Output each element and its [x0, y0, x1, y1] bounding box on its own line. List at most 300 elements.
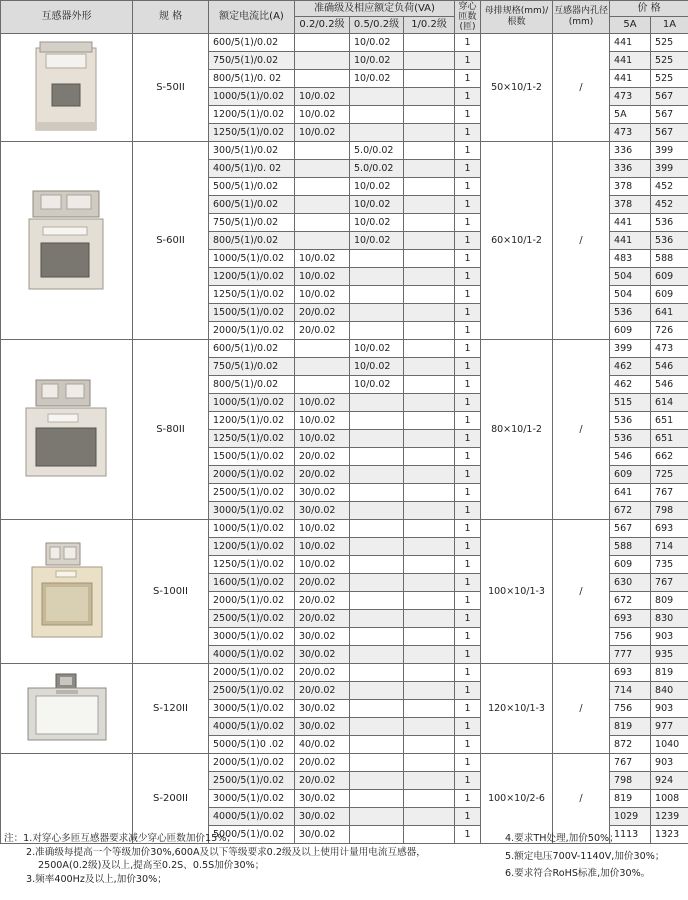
price-5a-cell: 777 [610, 646, 651, 664]
price-1a-cell: 641 [651, 304, 688, 322]
ratio-cell: 1000/5(1)/0.02 [209, 88, 295, 106]
price-5a-cell: 609 [610, 556, 651, 574]
ratio-cell: 750/5(1)/0.02 [209, 52, 295, 70]
accuracy-05-cell [350, 754, 404, 772]
table-row [1, 664, 688, 682]
price-5a-cell: 609 [610, 466, 651, 484]
transformer-image [32, 124, 102, 135]
turns-cell: 1 [455, 412, 481, 430]
turns-cell: 1 [455, 232, 481, 250]
accuracy-02-cell [295, 232, 350, 250]
header-model: 规 格 [133, 1, 209, 34]
accuracy-02-cell: 20/0.02 [295, 448, 350, 466]
accuracy-02-cell: 20/0.02 [295, 610, 350, 628]
accuracy-05-cell [350, 592, 404, 610]
price-5a-cell: 441 [610, 70, 651, 88]
price-1a-cell: 609 [651, 268, 688, 286]
header-accuracy: 准确级及相应额定负荷(VA) [295, 1, 455, 17]
ratio-cell: 4000/5(1)/0.02 [209, 718, 295, 736]
note-2b: 2500A(0.2级)及以上,提高至0.2S、0.5S加价30%； [38, 860, 265, 871]
accuracy-02-cell [295, 214, 350, 232]
table-row [1, 754, 688, 772]
accuracy-05-cell: 10/0.02 [350, 214, 404, 232]
accuracy-05-cell [350, 286, 404, 304]
accuracy-05-cell: 10/0.02 [350, 376, 404, 394]
accuracy-02-cell: 20/0.02 [295, 682, 350, 700]
accuracy-05-cell: 10/0.02 [350, 196, 404, 214]
accuracy-1-cell [404, 556, 455, 574]
accuracy-02-cell: 10/0.02 [295, 412, 350, 430]
accuracy-05-cell [350, 682, 404, 700]
price-5a-cell: 473 [610, 124, 651, 142]
turns-cell: 1 [455, 826, 481, 844]
price-5a-cell: 1029 [610, 808, 651, 826]
ratio-cell: 800/5(1)/0.02 [209, 376, 295, 394]
turns-cell: 1 [455, 718, 481, 736]
turns-cell: 1 [455, 214, 481, 232]
accuracy-1-cell [404, 682, 455, 700]
transformer-image [26, 734, 108, 745]
price-1a-cell: 1008 [651, 790, 688, 808]
accuracy-1-cell [404, 394, 455, 412]
ratio-cell: 1200/5(1)/0.02 [209, 412, 295, 430]
accuracy-05-cell: 10/0.02 [350, 34, 404, 52]
accuracy-02-cell: 10/0.02 [295, 556, 350, 574]
ratio-cell: 500/5(1)/0.02 [209, 178, 295, 196]
price-1a-cell: 452 [651, 196, 688, 214]
accuracy-02-cell: 30/0.02 [295, 826, 350, 844]
ratio-cell: 750/5(1)/0.02 [209, 214, 295, 232]
price-5a-cell: 504 [610, 268, 651, 286]
turns-cell: 1 [455, 160, 481, 178]
accuracy-02-cell: 30/0.02 [295, 484, 350, 502]
price-1a-cell: 588 [651, 250, 688, 268]
turns-cell: 1 [455, 790, 481, 808]
price-5a-cell: 756 [610, 628, 651, 646]
header-ratio: 额定电流比(A) [209, 1, 295, 34]
ratio-cell: 600/5(1)/0.02 [209, 340, 295, 358]
price-1a-cell: 609 [651, 286, 688, 304]
turns-cell: 1 [455, 808, 481, 826]
price-5a-cell: 515 [610, 394, 651, 412]
accuracy-02-cell [295, 358, 350, 376]
ratio-cell: 2000/5(1)/0.02 [209, 322, 295, 340]
price-5a-cell: 536 [610, 430, 651, 448]
accuracy-1-cell [404, 628, 455, 646]
turns-cell: 1 [455, 106, 481, 124]
header-acc-05: 0.5/0.2级 [350, 17, 404, 34]
accuracy-02-cell: 20/0.02 [295, 322, 350, 340]
note-5: 5.额定电压700V-1140V,加价30%； [505, 850, 665, 862]
accuracy-05-cell [350, 808, 404, 826]
turns-cell: 1 [455, 340, 481, 358]
turns-cell: 1 [455, 592, 481, 610]
bore-cell: / [553, 664, 610, 754]
turns-cell: 1 [455, 322, 481, 340]
turns-cell: 1 [455, 484, 481, 502]
ratio-cell: 5000/5(1)0 .02 [209, 736, 295, 754]
price-5a-cell: 483 [610, 250, 651, 268]
accuracy-05-cell [350, 448, 404, 466]
ratio-cell: 3000/5(1)/0.02 [209, 628, 295, 646]
ratio-cell: 1000/5(1)/0.02 [209, 394, 295, 412]
accuracy-1-cell [404, 808, 455, 826]
accuracy-05-cell: 10/0.02 [350, 358, 404, 376]
product-image-cell [1, 754, 133, 844]
price-1a-cell: 903 [651, 628, 688, 646]
turns-cell: 1 [455, 646, 481, 664]
accuracy-02-cell: 20/0.02 [295, 664, 350, 682]
price-1a-cell: 819 [651, 664, 688, 682]
price-5a-cell: 714 [610, 682, 651, 700]
accuracy-02-cell [295, 340, 350, 358]
accuracy-02-cell: 40/0.02 [295, 736, 350, 754]
turns-cell: 1 [455, 610, 481, 628]
price-1a-cell: 546 [651, 376, 688, 394]
accuracy-02-cell: 30/0.02 [295, 700, 350, 718]
price-1a-cell: 830 [651, 610, 688, 628]
transformer-image [27, 283, 107, 294]
accuracy-05-cell [350, 538, 404, 556]
busbar-cell: 100×10/1-3 [481, 520, 553, 664]
ratio-cell: 4000/5(1)/0.02 [209, 646, 295, 664]
bore-cell: / [553, 34, 610, 142]
price-1a-cell: 546 [651, 358, 688, 376]
accuracy-1-cell [404, 106, 455, 124]
product-image-cell [1, 34, 133, 142]
accuracy-05-cell [350, 322, 404, 340]
accuracy-05-cell [350, 250, 404, 268]
ratio-cell: 2000/5(1)/0.02 [209, 466, 295, 484]
accuracy-05-cell [350, 430, 404, 448]
accuracy-1-cell [404, 376, 455, 394]
price-5a-cell: 819 [610, 790, 651, 808]
price-5a-cell: 819 [610, 718, 651, 736]
transformer-image [24, 470, 110, 481]
price-1a-cell: 536 [651, 214, 688, 232]
table-row [1, 34, 688, 52]
accuracy-05-cell [350, 502, 404, 520]
accuracy-1-cell [404, 268, 455, 286]
product-image-cell [1, 340, 133, 520]
price-5a-cell: 441 [610, 34, 651, 52]
header-busbar: 母排规格(mm)/根数 [481, 1, 553, 34]
ratio-cell: 600/5(1)/0.02 [209, 34, 295, 52]
accuracy-1-cell [404, 430, 455, 448]
accuracy-02-cell [295, 160, 350, 178]
turns-cell: 1 [455, 304, 481, 322]
accuracy-05-cell [350, 664, 404, 682]
table-row [1, 340, 688, 358]
accuracy-1-cell [404, 340, 455, 358]
ratio-cell: 1250/5(1)/0.02 [209, 430, 295, 448]
turns-cell: 1 [455, 502, 481, 520]
busbar-cell: 80×10/1-2 [481, 340, 553, 520]
price-5a-cell: 504 [610, 286, 651, 304]
turns-cell: 1 [455, 466, 481, 484]
price-5a-cell: 672 [610, 592, 651, 610]
price-5a-cell: 641 [610, 484, 651, 502]
accuracy-02-cell: 10/0.02 [295, 250, 350, 268]
accuracy-05-cell [350, 268, 404, 286]
accuracy-1-cell [404, 790, 455, 808]
ratio-cell: 1250/5(1)/0.02 [209, 556, 295, 574]
accuracy-05-cell [350, 718, 404, 736]
turns-cell: 1 [455, 520, 481, 538]
model-cell: S-60II [133, 142, 209, 340]
turns-cell: 1 [455, 772, 481, 790]
accuracy-02-cell: 10/0.02 [295, 88, 350, 106]
accuracy-1-cell [404, 286, 455, 304]
bore-cell: / [553, 340, 610, 520]
ratio-cell: 3000/5(1)/0.02 [209, 502, 295, 520]
accuracy-02-cell: 20/0.02 [295, 772, 350, 790]
price-1a-cell: 525 [651, 70, 688, 88]
accuracy-05-cell: 10/0.02 [350, 232, 404, 250]
accuracy-02-cell: 30/0.02 [295, 628, 350, 646]
accuracy-02-cell [295, 196, 350, 214]
turns-cell: 1 [455, 682, 481, 700]
turns-cell: 1 [455, 754, 481, 772]
busbar-cell: 50×10/1-2 [481, 34, 553, 142]
bore-cell: / [553, 142, 610, 340]
accuracy-1-cell [404, 538, 455, 556]
price-5a-cell: 567 [610, 520, 651, 538]
price-1a-cell: 567 [651, 106, 688, 124]
bore-cell: / [553, 520, 610, 664]
accuracy-02-cell: 30/0.02 [295, 790, 350, 808]
accuracy-02-cell: 10/0.02 [295, 520, 350, 538]
price-5a-cell: 546 [610, 448, 651, 466]
price-5a-cell: 588 [610, 538, 651, 556]
header-price-1a: 1A [651, 17, 688, 34]
accuracy-1-cell [404, 250, 455, 268]
price-5a-cell: 798 [610, 772, 651, 790]
turns-cell: 1 [455, 70, 481, 88]
model-cell: S-200II [133, 754, 209, 844]
accuracy-05-cell: 10/0.02 [350, 52, 404, 70]
price-1a-cell: 903 [651, 754, 688, 772]
table-header [1, 1, 688, 34]
accuracy-1-cell [404, 142, 455, 160]
price-5a-cell: 441 [610, 214, 651, 232]
accuracy-02-cell: 20/0.02 [295, 466, 350, 484]
accuracy-05-cell [350, 700, 404, 718]
header-price-5a: 5A [610, 17, 651, 34]
product-image-cell [1, 520, 133, 664]
accuracy-1-cell [404, 466, 455, 484]
accuracy-05-cell [350, 394, 404, 412]
price-5a-cell: 536 [610, 412, 651, 430]
turns-cell: 1 [455, 34, 481, 52]
accuracy-1-cell [404, 196, 455, 214]
price-5a-cell: 378 [610, 178, 651, 196]
header-price: 价 格 [610, 1, 688, 17]
table-body [1, 34, 688, 844]
accuracy-1-cell [404, 304, 455, 322]
turns-cell: 1 [455, 124, 481, 142]
accuracy-1-cell [404, 178, 455, 196]
accuracy-02-cell: 30/0.02 [295, 502, 350, 520]
ratio-cell: 600/5(1)/0.02 [209, 196, 295, 214]
turns-cell: 1 [455, 556, 481, 574]
price-1a-cell: 614 [651, 394, 688, 412]
accuracy-1-cell [404, 700, 455, 718]
price-1a-cell: 693 [651, 520, 688, 538]
accuracy-05-cell [350, 124, 404, 142]
turns-cell: 1 [455, 88, 481, 106]
accuracy-02-cell [295, 376, 350, 394]
ratio-cell: 300/5(1)/0.02 [209, 142, 295, 160]
accuracy-05-cell [350, 88, 404, 106]
price-5a-cell: 872 [610, 736, 651, 754]
ratio-cell: 1250/5(1)/0.02 [209, 124, 295, 142]
price-1a-cell: 798 [651, 502, 688, 520]
turns-cell: 1 [455, 574, 481, 592]
accuracy-05-cell [350, 484, 404, 502]
accuracy-1-cell [404, 646, 455, 664]
accuracy-1-cell [404, 592, 455, 610]
busbar-cell: 100×10/2-6 [481, 754, 553, 844]
accuracy-05-cell [350, 772, 404, 790]
ratio-cell: 1500/5(1)/0.02 [209, 448, 295, 466]
table-row [1, 142, 688, 160]
price-5a-cell: 1113 [610, 826, 651, 844]
turns-cell: 1 [455, 736, 481, 754]
header-bore: 互感器内孔径(mm) [553, 1, 610, 34]
accuracy-1-cell [404, 34, 455, 52]
accuracy-1-cell [404, 412, 455, 430]
accuracy-02-cell [295, 34, 350, 52]
accuracy-1-cell [404, 52, 455, 70]
price-1a-cell: 977 [651, 718, 688, 736]
accuracy-1-cell [404, 358, 455, 376]
accuracy-05-cell [350, 790, 404, 808]
price-1a-cell: 567 [651, 88, 688, 106]
ratio-cell: 800/5(1)/0.02 [209, 232, 295, 250]
accuracy-02-cell [295, 52, 350, 70]
accuracy-1-cell [404, 88, 455, 106]
accuracy-1-cell [404, 754, 455, 772]
accuracy-05-cell [350, 412, 404, 430]
accuracy-02-cell: 20/0.02 [295, 592, 350, 610]
turns-cell: 1 [455, 628, 481, 646]
price-5a-cell: 630 [610, 574, 651, 592]
header-acc-02: 0.2/0.2级 [295, 17, 350, 34]
price-1a-cell: 903 [651, 700, 688, 718]
accuracy-02-cell: 20/0.02 [295, 304, 350, 322]
turns-cell: 1 [455, 196, 481, 214]
accuracy-1-cell [404, 718, 455, 736]
price-1a-cell: 399 [651, 160, 688, 178]
turns-cell: 1 [455, 142, 481, 160]
price-5a-cell: 336 [610, 160, 651, 178]
ratio-cell: 2500/5(1)/0.02 [209, 610, 295, 628]
ratio-cell: 1200/5(1)/0.02 [209, 106, 295, 124]
product-image-cell [1, 664, 133, 754]
accuracy-02-cell: 10/0.02 [295, 394, 350, 412]
price-5a-cell: 536 [610, 304, 651, 322]
ratio-cell: 400/5(1)/0. 02 [209, 160, 295, 178]
accuracy-1-cell [404, 448, 455, 466]
table-row [1, 520, 688, 538]
price-1a-cell: 525 [651, 52, 688, 70]
accuracy-05-cell [350, 520, 404, 538]
ratio-cell: 3000/5(1)/0.02 [209, 700, 295, 718]
ratio-cell: 4000/5(1)/0.02 [209, 808, 295, 826]
price-1a-cell: 935 [651, 646, 688, 664]
price-5a-cell: 473 [610, 88, 651, 106]
accuracy-02-cell: 10/0.02 [295, 124, 350, 142]
accuracy-1-cell [404, 70, 455, 88]
accuracy-05-cell [350, 304, 404, 322]
accuracy-02-cell: 10/0.02 [295, 106, 350, 124]
accuracy-1-cell [404, 736, 455, 754]
price-1a-cell: 726 [651, 322, 688, 340]
ratio-cell: 1000/5(1)/0.02 [209, 250, 295, 268]
accuracy-1-cell [404, 520, 455, 538]
turns-cell: 1 [455, 358, 481, 376]
price-1a-cell: 767 [651, 574, 688, 592]
turns-cell: 1 [455, 538, 481, 556]
price-1a-cell: 1239 [651, 808, 688, 826]
accuracy-02-cell: 10/0.02 [295, 430, 350, 448]
model-cell: S-120II [133, 664, 209, 754]
accuracy-02-cell: 30/0.02 [295, 646, 350, 664]
accuracy-05-cell: 5.0/0.02 [350, 160, 404, 178]
accuracy-1-cell [404, 232, 455, 250]
accuracy-1-cell [404, 574, 455, 592]
price-1a-cell: 725 [651, 466, 688, 484]
ratio-cell: 2000/5(1)/0.02 [209, 754, 295, 772]
price-5a-cell: 767 [610, 754, 651, 772]
price-1a-cell: 651 [651, 430, 688, 448]
turns-cell: 1 [455, 430, 481, 448]
price-1a-cell: 399 [651, 142, 688, 160]
price-5a-cell: 441 [610, 232, 651, 250]
price-1a-cell: 567 [651, 124, 688, 142]
price-1a-cell: 651 [651, 412, 688, 430]
price-5a-cell: 399 [610, 340, 651, 358]
note-4: 4.要求TH处理,加价50%； [505, 833, 619, 844]
bore-cell: / [553, 754, 610, 844]
model-cell: S-80II [133, 340, 209, 520]
price-1a-cell: 473 [651, 340, 688, 358]
accuracy-02-cell [295, 142, 350, 160]
transformer-image [30, 631, 104, 642]
price-1a-cell: 1323 [651, 826, 688, 844]
ratio-cell: 1000/5(1)/0.02 [209, 520, 295, 538]
model-cell: S-50II [133, 34, 209, 142]
price-5a-cell: 693 [610, 664, 651, 682]
model-cell: S-100II [133, 520, 209, 664]
product-image-cell [1, 142, 133, 340]
price-1a-cell: 452 [651, 178, 688, 196]
price-1a-cell: 1040 [651, 736, 688, 754]
turns-cell: 1 [455, 52, 481, 70]
accuracy-1-cell [404, 214, 455, 232]
price-5a-cell: 441 [610, 52, 651, 70]
accuracy-1-cell [404, 322, 455, 340]
price-1a-cell: 924 [651, 772, 688, 790]
header-shape: 互感器外形 [1, 1, 133, 34]
price-5a-cell: 378 [610, 196, 651, 214]
ratio-cell: 1250/5(1)/0.02 [209, 286, 295, 304]
price-1a-cell: 525 [651, 34, 688, 52]
note-6: 6.要求符合RoHS标准,加价30%。 [505, 868, 651, 879]
ratio-cell: 1200/5(1)/0.02 [209, 268, 295, 286]
busbar-cell: 120×10/1-3 [481, 664, 553, 754]
